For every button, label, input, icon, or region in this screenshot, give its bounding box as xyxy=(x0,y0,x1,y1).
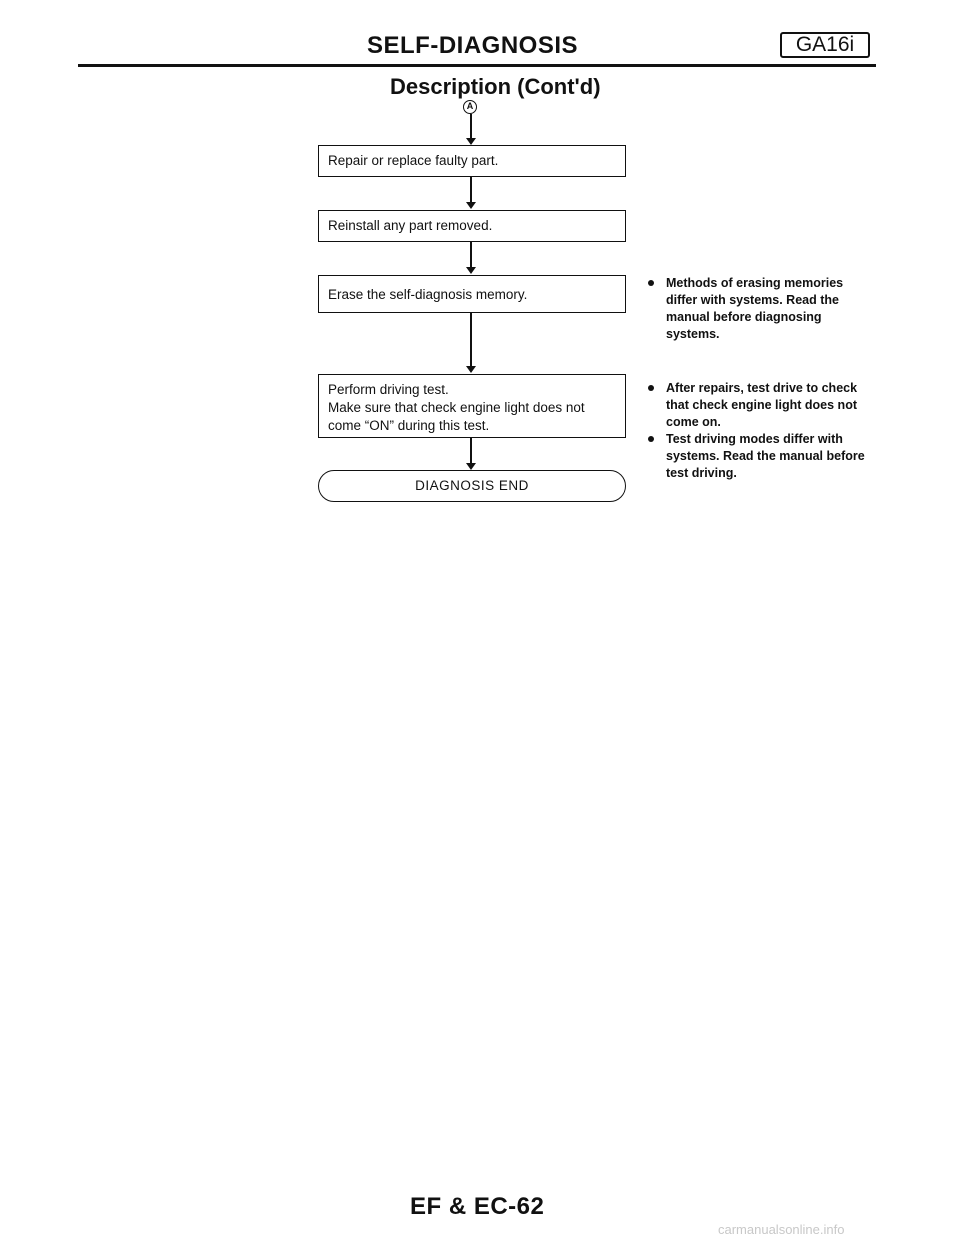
engine-badge: GA16i xyxy=(780,32,870,58)
section-title: Description (Cont'd) xyxy=(390,74,601,99)
step-text-line: Perform driving test. xyxy=(328,382,449,397)
arrow-down-icon xyxy=(466,267,476,274)
arrow-down-icon xyxy=(466,463,476,470)
note-line: manual before diagnosing xyxy=(666,310,822,324)
note-group-erase xyxy=(648,275,878,343)
flow-connector-line xyxy=(470,313,472,367)
arrow-down-icon xyxy=(466,366,476,373)
step-text-line: Erase the self-diagnosis memory. xyxy=(328,287,528,302)
step-text-line: Reinstall any part removed. xyxy=(328,218,493,233)
step-text-line: Make sure that check engine light does not xyxy=(328,400,585,415)
bullet-icon xyxy=(648,436,654,442)
flow-step-driving-test xyxy=(318,374,626,438)
note-item xyxy=(648,380,878,431)
diagnosis-end-terminal: DIAGNOSIS END xyxy=(318,470,626,502)
note-line: systems. Read the manual before xyxy=(666,449,865,463)
note-line: test driving. xyxy=(666,466,737,480)
step-text-line: Repair or replace faulty part. xyxy=(328,153,499,168)
bullet-icon xyxy=(648,280,654,286)
note-group-driving xyxy=(648,380,878,482)
note-line: systems. xyxy=(666,327,720,341)
note-line: Methods of erasing memories xyxy=(666,276,844,290)
connector-circle: A xyxy=(463,100,477,114)
note-line: differ with systems. Read the xyxy=(666,293,839,307)
title-rule xyxy=(78,64,876,67)
flow-connector-line xyxy=(470,177,472,202)
arrow-down-icon xyxy=(466,138,476,145)
flow-step-repair xyxy=(318,145,626,177)
note-item xyxy=(648,275,878,343)
page-title: SELF-DIAGNOSIS xyxy=(367,32,579,59)
flow-connector-line xyxy=(470,242,472,267)
note-line: that check engine light does not xyxy=(666,398,857,412)
flow-connector-line xyxy=(470,438,472,463)
flow-connector-line xyxy=(470,114,472,138)
arrow-down-icon xyxy=(466,202,476,209)
note-line: Test driving modes differ with xyxy=(666,432,843,446)
watermark-text: carmanualsonline.info xyxy=(718,1222,845,1237)
flow-step-erase-memory xyxy=(318,275,626,313)
note-item xyxy=(648,431,878,482)
flow-step-reinstall xyxy=(318,210,626,242)
page-number: EF & EC-62 xyxy=(410,1193,545,1220)
bullet-icon xyxy=(648,385,654,391)
note-line: come on. xyxy=(666,415,721,429)
note-line: After repairs, test drive to check xyxy=(666,381,858,395)
step-text-line: come “ON” during this test. xyxy=(328,418,490,433)
